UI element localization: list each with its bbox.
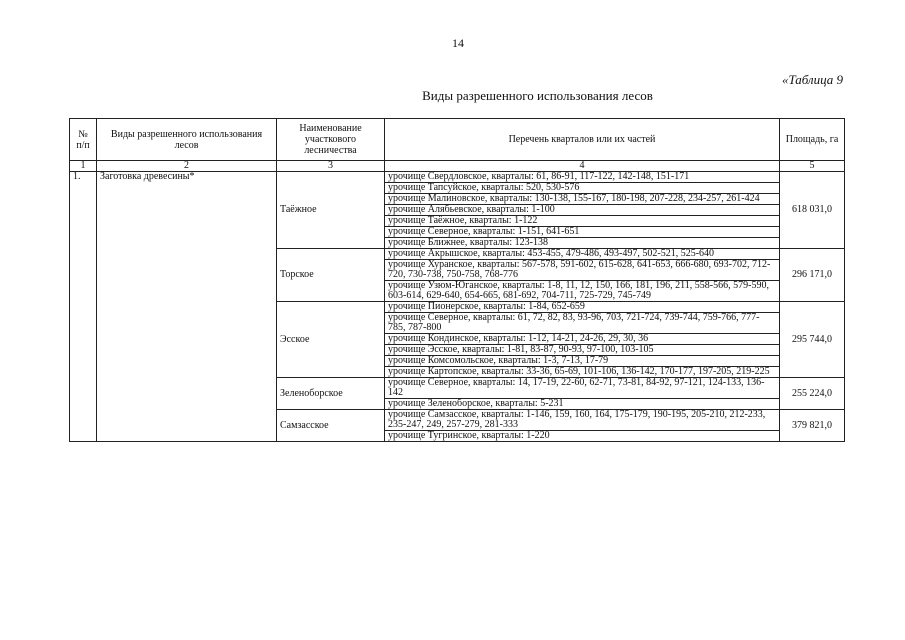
- area-value: 255 224,0: [780, 378, 845, 410]
- quarter-list: урочище Акрышское, кварталы: 453-455, 479-486, 493-497, 502-521, 525-640: [385, 249, 780, 260]
- area-value: 296 171,0: [780, 249, 845, 302]
- quarter-list: урочище Эсское, кварталы: 1-81, 83-87, 90-93, 97-100, 103-105: [385, 345, 780, 356]
- column-number: 2: [97, 161, 277, 172]
- column-number: 4: [385, 161, 780, 172]
- document-title: Виды разрешенного использования лесов: [422, 88, 653, 103]
- quarter-list: урочище Картопское, кварталы: 33-36, 65-69, 101-106, 136-142, 170-177, 197-205, 219-225: [385, 367, 780, 378]
- use-type: Заготовка древесины*: [97, 172, 277, 442]
- header-row: [70, 119, 845, 161]
- quarter-list: урочище Пионерское, кварталы: 1-84, 652-659: [385, 302, 780, 313]
- forestry-name: Торское: [277, 249, 385, 302]
- quarter-list: урочище Свердловское, кварталы: 61, 86-91, 117-122, 142-148, 151-171: [385, 172, 780, 183]
- quarter-list: урочище Узюм-Юганское, кварталы: 1-8, 11, 12, 150, 166, 181, 196, 211, 558-566, 579-590, 603-614, 629-640, 654-665, 681-692, 704-711, 725-729, 745-749: [385, 281, 780, 302]
- forest-use-table: [69, 118, 845, 442]
- forestry-name: Эсское: [277, 302, 385, 378]
- quarter-list: урочище Северное, кварталы: 61, 72, 82, 83, 93-96, 703, 721-724, 739-744, 759-766, 777-785, 787-800: [385, 313, 780, 334]
- column-header: Наименование участкового лесничества: [277, 119, 385, 161]
- column-header: Перечень кварталов или их частей: [385, 119, 780, 161]
- quarter-list: урочище Тугринское, кварталы: 1-220: [385, 431, 780, 442]
- quarter-list: урочище Северное, кварталы: 1-151, 641-651: [385, 227, 780, 238]
- table-label: «Таблица 9: [781, 72, 843, 87]
- column-number: 5: [780, 161, 845, 172]
- table-row: [70, 172, 845, 183]
- column-number: 3: [277, 161, 385, 172]
- quarter-list: урочище Хуранское, кварталы: 567-578, 591-602, 615-628, 641-653, 666-680, 693-702, 712-720, 730-738, 750-758, 768-776: [385, 260, 780, 281]
- row-number: 1.: [70, 172, 97, 442]
- quarter-list: урочище Таёжное, кварталы: 1-122: [385, 216, 780, 227]
- quarter-list: урочище Ближнее, кварталы: 123-138: [385, 238, 780, 249]
- column-number-row: [70, 161, 845, 172]
- area-value: 379 821,0: [780, 410, 845, 442]
- quarter-list: урочище Комсомольское, кварталы: 1-3, 7-13, 17-79: [385, 356, 780, 367]
- area-value: 618 031,0: [780, 172, 845, 249]
- quarter-list: урочище Кондинское, кварталы: 1-12, 14-21, 24-26, 29, 30, 36: [385, 334, 780, 345]
- quarter-list: урочище Самзасское, кварталы: 1-146, 159, 160, 164, 175-179, 190-195, 205-210, 212-233, 235-247, 249, 257-279, 281-333: [385, 410, 780, 431]
- page-number: 14: [452, 36, 464, 50]
- forestry-name: Зеленоборское: [277, 378, 385, 410]
- forestry-name: Таёжное: [277, 172, 385, 249]
- column-header: Площадь, га: [780, 119, 845, 161]
- forestry-name: Самзасское: [277, 410, 385, 442]
- quarter-list: урочище Малиновское, кварталы: 130-138, 155-167, 180-198, 207-228, 234-257, 261-424: [385, 194, 780, 205]
- column-header: Виды разрешенного использования лесов: [97, 119, 277, 161]
- quarter-list: урочище Алябьевское, кварталы: 1-100: [385, 205, 780, 216]
- quarter-list: урочище Тапсуйское, кварталы: 520, 530-576: [385, 183, 780, 194]
- column-header: № п/п: [70, 119, 97, 161]
- area-value: 295 744,0: [780, 302, 845, 378]
- column-number: 1: [70, 161, 97, 172]
- quarter-list: урочище Северное, кварталы: 14, 17-19, 22-60, 62-71, 73-81, 84-92, 97-121, 124-133, 136-142: [385, 378, 780, 399]
- quarter-list: урочище Зеленоборское, кварталы: 5-231: [385, 399, 780, 410]
